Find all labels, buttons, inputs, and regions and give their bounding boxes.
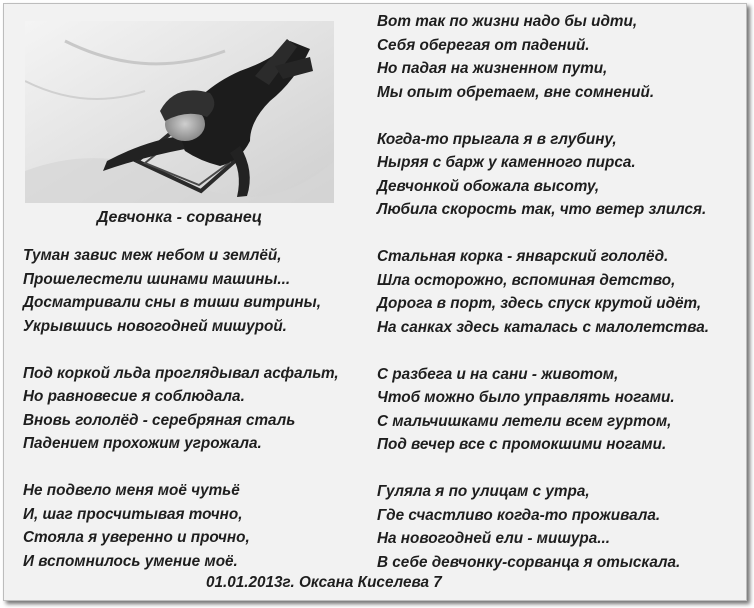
poem-line: Не подвело меня моё чутьё	[23, 482, 240, 499]
poem-line: С мальчишками летели всем гуртом,	[377, 412, 672, 430]
poem-line: Шла осторожно, вспоминая детство,	[377, 271, 676, 289]
poem-line: Дорога в порт, здесь спуск крутой идёт,	[377, 295, 702, 312]
right-column	[377, 10, 709, 574]
left-column	[23, 244, 339, 573]
poem-line: Чтоб можно было управлять ногами.	[377, 389, 675, 406]
stanza	[23, 362, 339, 456]
poem-line: В себе девчонку-сорванца я отыскала.	[377, 553, 681, 571]
stanza	[377, 10, 709, 104]
poem-line: Стояла я уверенно и прочно,	[23, 529, 250, 546]
poem-line: На санках здесь каталась с малолетства.	[377, 318, 710, 336]
poem-line: Где счастливо когда-то проживала.	[377, 506, 661, 524]
poem-line: Под коркой льда проглядывал асфальт,	[23, 364, 339, 382]
poem-line: На новогодней ели - мишура...	[377, 530, 611, 547]
stanza	[377, 480, 709, 574]
poem-line: Вновь гололёд - серебряная сталь	[23, 411, 296, 429]
poem-line: Мы опыт обретаем, вне сомнений.	[377, 83, 655, 101]
poem-line: Гуляла я по улицам с утра,	[377, 483, 590, 500]
poem-line: Вот так по жизни надо бы идти,	[377, 13, 638, 30]
signature: 01.01.2013г. Оксана Киселева 7	[206, 574, 442, 591]
poem-line: И, шаг просчитывая точно,	[23, 505, 243, 523]
poem-line: И вспомнилось умение моё.	[23, 552, 238, 570]
stanza	[377, 363, 709, 457]
poem-line: Досматривали сны в тиши витрины,	[23, 294, 321, 311]
stanza	[377, 128, 709, 222]
stanza	[23, 244, 339, 338]
poem-line: Укрывшись новогодней мишурой.	[23, 317, 287, 335]
poem-line: Но равновесие я соблюдала.	[23, 388, 245, 405]
poem-line: С разбега и на сани - животом,	[377, 365, 619, 383]
poem-line: Себя оберегая от падений.	[377, 36, 590, 54]
sled-photo	[25, 21, 334, 203]
poem-line: Девчонкой обожала высоту,	[377, 177, 600, 195]
stanza	[377, 245, 709, 339]
poem-line: Стальная корка - январский гололёд.	[377, 248, 669, 265]
poem-line: Прошелестели шинами машины...	[23, 270, 291, 288]
poem-line: Когда-то прыгала я в глубину,	[377, 130, 617, 148]
poem-line: Туман завис меж небом и землёй,	[23, 247, 282, 264]
stanza	[23, 479, 339, 573]
poem-line: Любила скорость так, что ветер злился.	[377, 201, 707, 218]
poem-title: Девчонка - сорванец	[96, 209, 263, 226]
poem-line: Но падая на жизненном пути,	[377, 60, 608, 77]
poem-line: Под вечер все с промокшими ногами.	[377, 436, 667, 453]
poem-line: Ныряя с барж у каменного пирса.	[377, 154, 636, 171]
poem-line: Падением прохожим угрожала.	[23, 435, 262, 452]
